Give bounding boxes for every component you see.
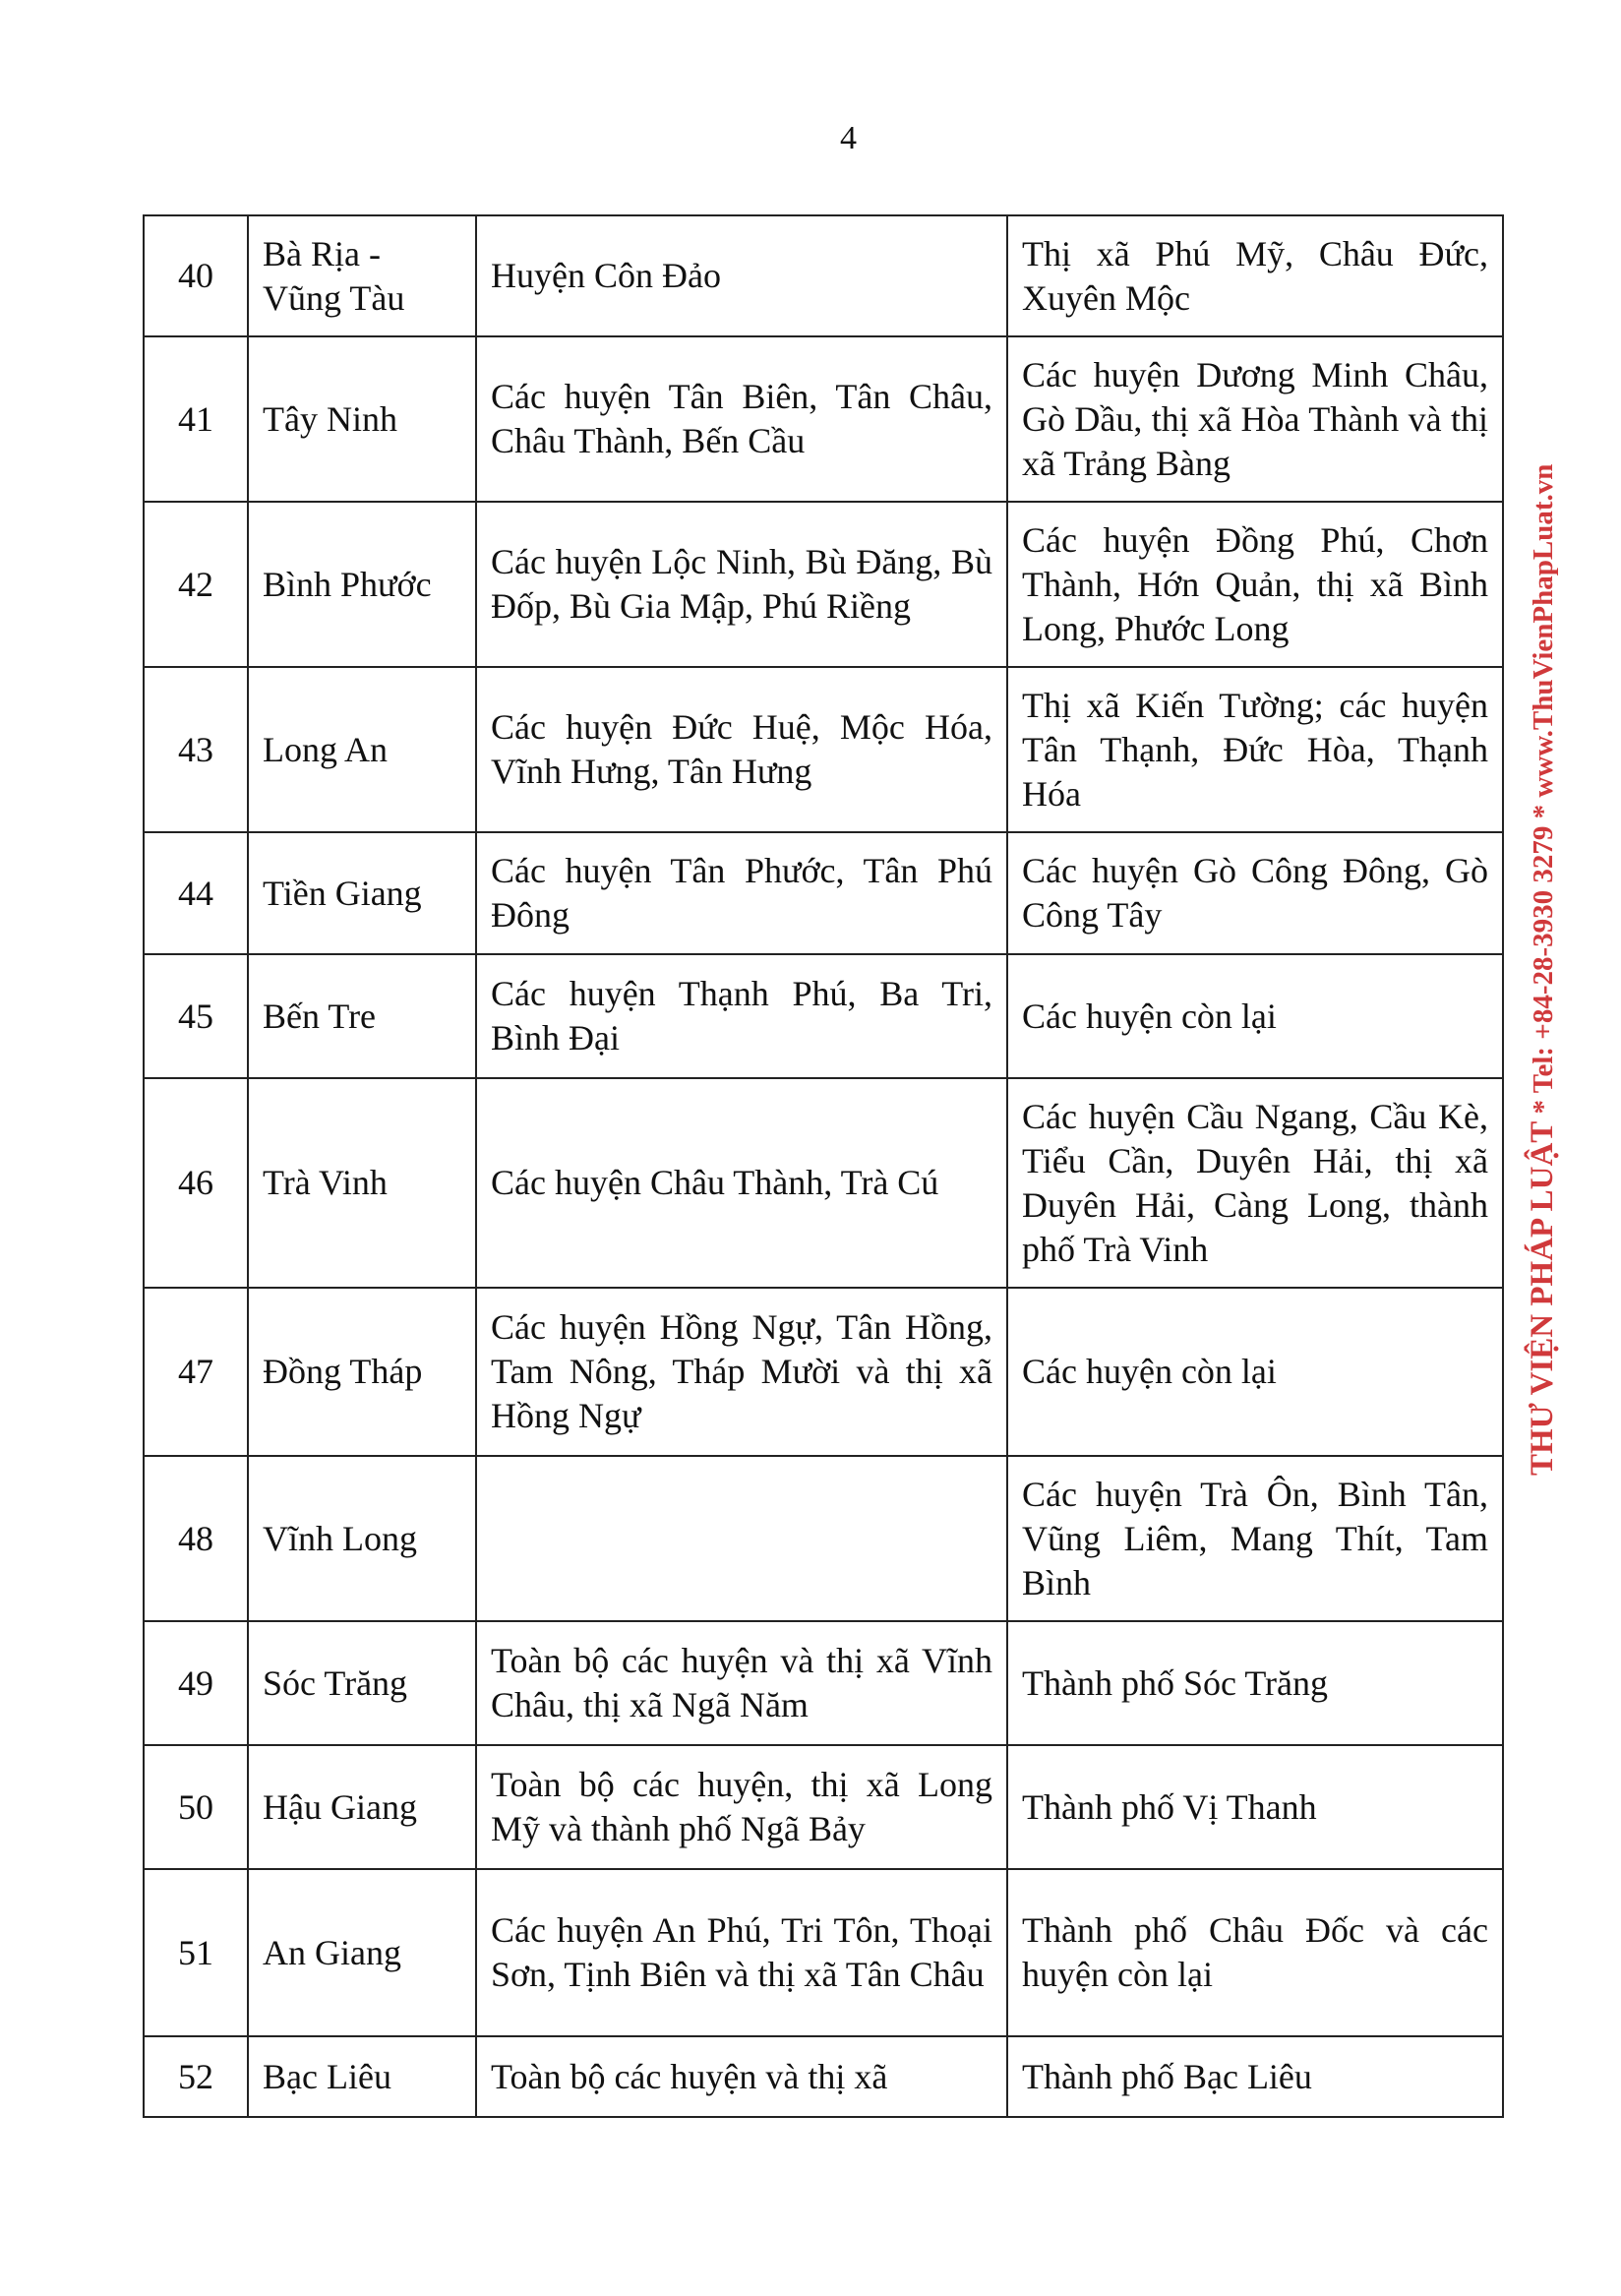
province-name: Bình Phước	[248, 502, 476, 667]
province-name: Tiền Giang	[248, 832, 476, 954]
district-list-b: Các huyện còn lại	[1007, 1288, 1503, 1456]
district-list-a: Các huyện Châu Thành, Trà Cú	[476, 1078, 1007, 1288]
row-number: 47	[144, 1288, 248, 1456]
district-list-a: Toàn bộ các huyện và thị xã	[476, 2036, 1007, 2117]
row-number: 45	[144, 954, 248, 1078]
district-list-a: Các huyện Thạnh Phú, Ba Tri, Bình Đại	[476, 954, 1007, 1078]
watermark	[1525, 463, 1561, 1476]
province-name: Bạc Liêu	[248, 2036, 476, 2117]
table-row	[144, 215, 1503, 336]
table-row	[144, 1288, 1503, 1456]
district-list-b: Các huyện Cầu Ngang, Cầu Kè, Tiểu Cần, Duyên Hải, thị xã Duyên Hải, Càng Long, thành phố Trà Vinh	[1007, 1078, 1503, 1288]
province-name: Đồng Tháp	[248, 1288, 476, 1456]
province-name: Hậu Giang	[248, 1745, 476, 1869]
province-name: Tây Ninh	[248, 336, 476, 502]
table-row	[144, 832, 1503, 954]
district-list-b: Các huyện Dương Minh Châu, Gò Dầu, thị xã Hòa Thành và thị xã Trảng Bàng	[1007, 336, 1503, 502]
district-list-a: Các huyện Đức Huệ, Mộc Hóa, Vĩnh Hưng, Tân Hưng	[476, 667, 1007, 832]
district-list-a: Các huyện Tân Biên, Tân Châu, Châu Thành, Bến Cầu	[476, 336, 1007, 502]
district-list-a: Các huyện An Phú, Tri Tôn, Thoại Sơn, Tịnh Biên và thị xã Tân Châu	[476, 1869, 1007, 2036]
district-list-b: Các huyện Trà Ôn, Bình Tân, Vũng Liêm, Mang Thít, Tam Bình	[1007, 1456, 1503, 1621]
table-row	[144, 954, 1503, 1078]
table-row	[144, 336, 1503, 502]
district-list-b: Thành phố Bạc Liêu	[1007, 2036, 1503, 2117]
province-name: Vĩnh Long	[248, 1456, 476, 1621]
row-number: 42	[144, 502, 248, 667]
district-list-a: Các huyện Lộc Ninh, Bù Đăng, Bù Đốp, Bù Gia Mập, Phú Riềng	[476, 502, 1007, 667]
table-row	[144, 2036, 1503, 2117]
province-name: Trà Vinh	[248, 1078, 476, 1288]
district-list-b: Các huyện Đồng Phú, Chơn Thành, Hớn Quản, thị xã Bình Long, Phước Long	[1007, 502, 1503, 667]
district-list-a: Toàn bộ các huyện và thị xã Vĩnh Châu, thị xã Ngã Năm	[476, 1621, 1007, 1745]
district-list-b: Các huyện Gò Công Đông, Gò Công Tây	[1007, 832, 1503, 954]
watermark-contact: * Tel: +84-28-3930 3279 * www.ThuVienPhapLuat.vn	[1528, 463, 1559, 1115]
district-list-b: Thị xã Phú Mỹ, Châu Đức, Xuyên Mộc	[1007, 215, 1503, 336]
table-row	[144, 1869, 1503, 2036]
province-name: An Giang	[248, 1869, 476, 2036]
district-list-a: Huyện Côn Đảo	[476, 215, 1007, 336]
table-row	[144, 502, 1503, 667]
table-row	[144, 1621, 1503, 1745]
district-list-b: Các huyện còn lại	[1007, 954, 1503, 1078]
page-number: 4	[840, 120, 857, 156]
table-row	[144, 1078, 1503, 1288]
table-row	[144, 1745, 1503, 1869]
row-number: 40	[144, 215, 248, 336]
district-list-a: Các huyện Tân Phước, Tân Phú Đông	[476, 832, 1007, 954]
district-list-b: Thành phố Vị Thanh	[1007, 1745, 1503, 1869]
row-number: 44	[144, 832, 248, 954]
row-number: 50	[144, 1745, 248, 1869]
row-number: 41	[144, 336, 248, 502]
row-number: 48	[144, 1456, 248, 1621]
district-list-a: Toàn bộ các huyện, thị xã Long Mỹ và thành phố Ngã Bảy	[476, 1745, 1007, 1869]
row-number: 51	[144, 1869, 248, 2036]
district-table	[143, 214, 1504, 2118]
district-list-b: Thị xã Kiến Tường; các huyện Tân Thạnh, Đức Hòa, Thạnh Hóa	[1007, 667, 1503, 832]
district-list-b: Thành phố Sóc Trăng	[1007, 1621, 1503, 1745]
province-name: Long An	[248, 667, 476, 832]
row-number: 49	[144, 1621, 248, 1745]
watermark-title: THƯ VIỆN PHÁP LUẬT	[1525, 1120, 1560, 1476]
table-row	[144, 1456, 1503, 1621]
row-number: 52	[144, 2036, 248, 2117]
province-name: Bà Rịa - Vũng Tàu	[248, 215, 476, 336]
district-list-b: Thành phố Châu Đốc và các huyện còn lại	[1007, 1869, 1503, 2036]
row-number: 43	[144, 667, 248, 832]
district-list-a: Các huyện Hồng Ngự, Tân Hồng, Tam Nông, Tháp Mười và thị xã Hồng Ngự	[476, 1288, 1007, 1456]
district-list-a	[476, 1456, 1007, 1621]
province-name: Bến Tre	[248, 954, 476, 1078]
province-name: Sóc Trăng	[248, 1621, 476, 1745]
row-number: 46	[144, 1078, 248, 1288]
table-row	[144, 667, 1503, 832]
